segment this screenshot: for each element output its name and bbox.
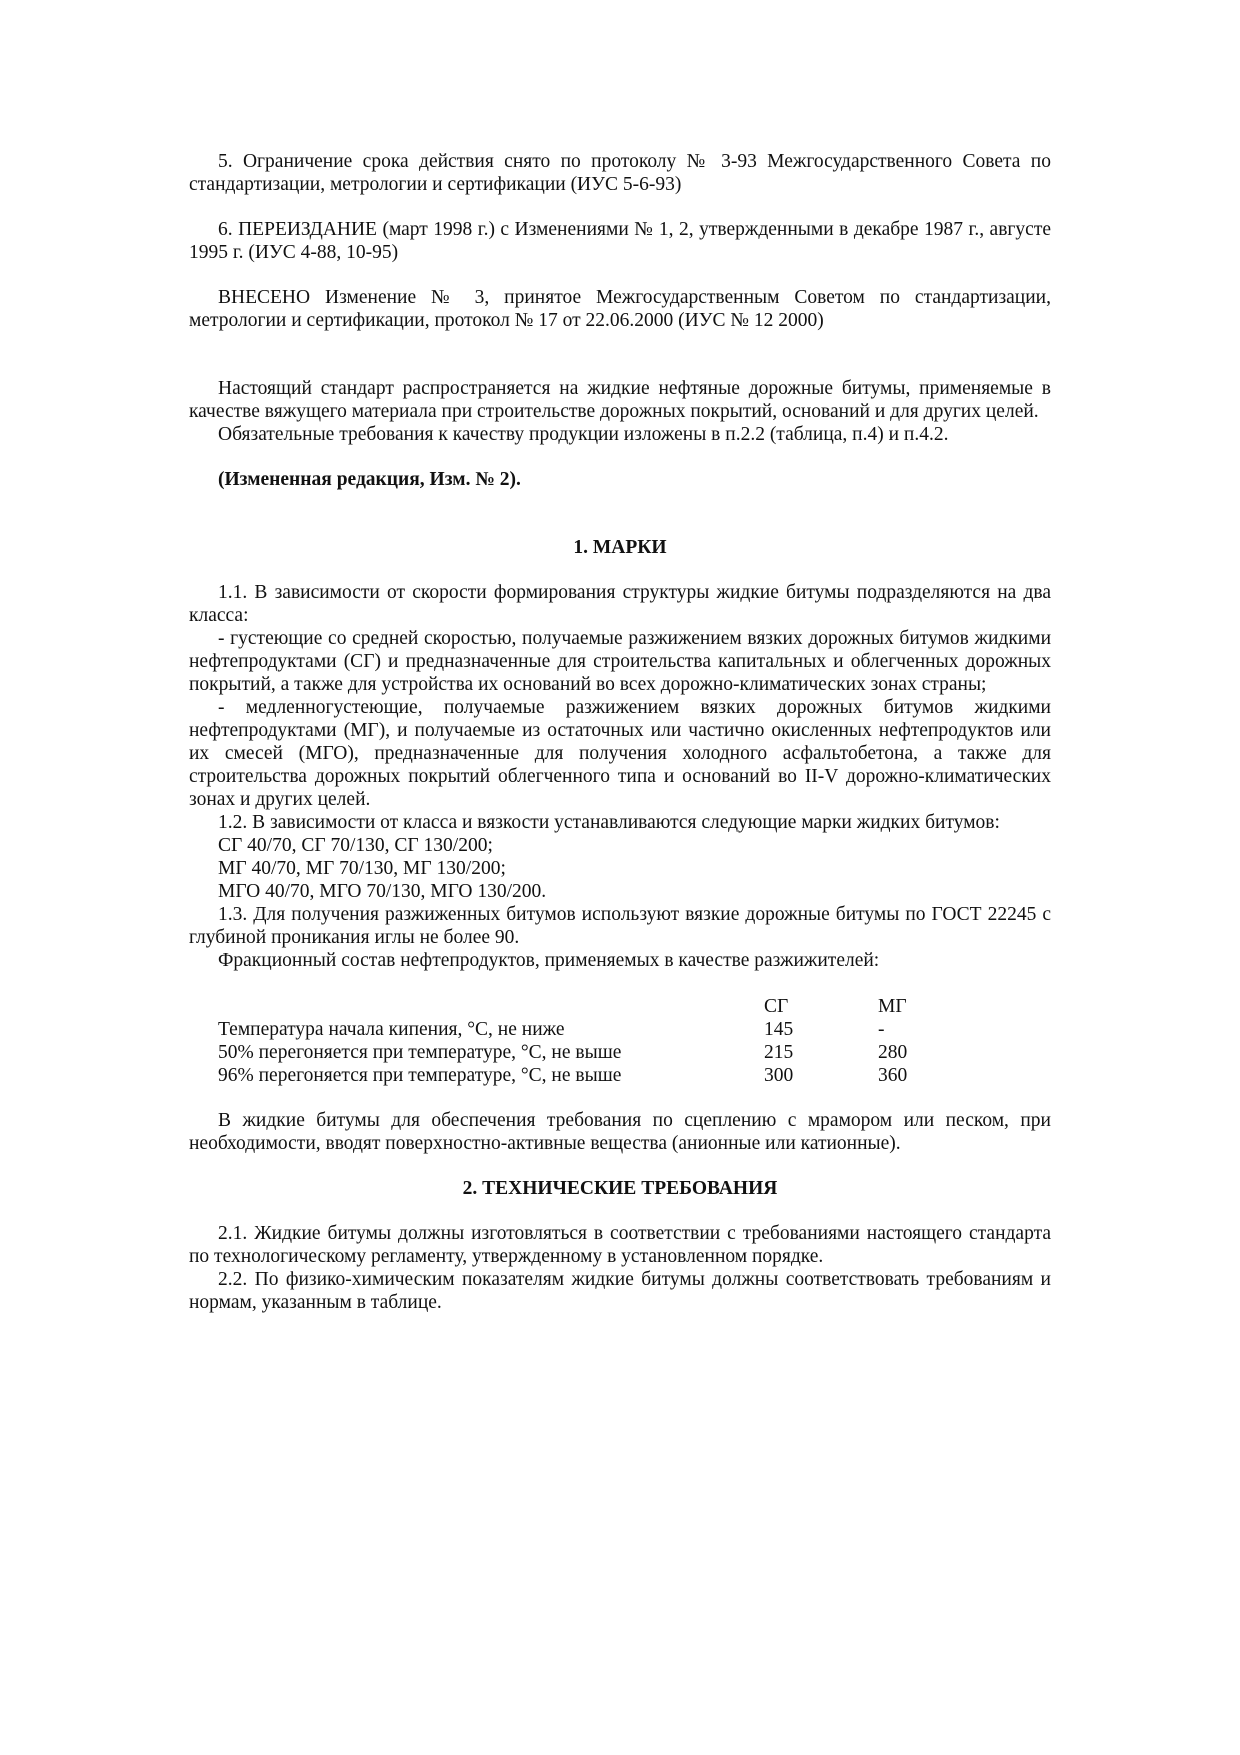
section-2-heading: 2. ТЕХНИЧЕСКИЕ ТРЕБОВАНИЯ <box>462 1178 778 1199</box>
paragraph-2-2: 2.2. По физико-химическим показателям жидкие битумы должны соответствовать требованиям и нормам, указанным в таблице. <box>189 1269 1051 1313</box>
paragraph-item-5: 5. Ограничение срока действия снято по протоколу № 3-93 Межгосударственного Совета по стандартизации, метрологии и сертификации (ИУС 5-6-93) <box>189 151 1051 195</box>
paragraph-fraction-intro: Фракционный состав нефтепродуктов, применяемых в качестве разжижителей: <box>218 950 880 971</box>
paragraph-1-1: 1.1. В зависимости от скорости формирования структуры жидкие битумы подразделяются на два класса: <box>189 582 1051 626</box>
table-row-mg: - <box>878 1019 885 1040</box>
table-row-mg: 280 <box>878 1042 908 1063</box>
paragraph-class-mg: - медленногустеющие, получаемые разжижением вязких дорожных битумов жидкими нефтепродуктами (МГ), и получаемые из остаточных или частично окисленных нефтепродуктов или их смесей (МГО), предназначенные для получения холодного асфальтобетона, а также для строительства дорожных покрытий облегченного типа и оснований во II-V дорожно-климатических зонах и других целей. <box>189 697 1051 810</box>
grades-sg: СГ 40/70, СГ 70/130, СГ 130/200; <box>218 835 493 856</box>
grades-mgo: МГО 40/70, МГО 70/130, МГО 130/200. <box>218 881 547 902</box>
paragraph-class-sg: - густеющие со средней скоростью, получаемые разжижением вязких дорожных битумов жидкими нефтепродуктами (СГ) и предназначенные для строительства капитальных и облегченных дорожных покрытий, а также для устройства их оснований во всех дорожно-климатических зонах страны; <box>189 628 1051 695</box>
table-row-label: 50% перегоняется при температуре, °С, не выше <box>218 1042 622 1063</box>
table-row <box>218 1064 978 1087</box>
table-row-sg: 300 <box>764 1065 794 1086</box>
grades-mg: МГ 40/70, МГ 70/130, МГ 130/200; <box>218 858 506 879</box>
section-1-heading: 1. МАРКИ <box>573 537 667 558</box>
document-page <box>189 150 1051 1314</box>
paragraph-item-6: 6. ПЕРЕИЗДАНИЕ (март 1998 г.) с Изменениями № 1, 2, утвержденными в декабре 1987 г., августе 1995 г. (ИУС 4-88, 10-95) <box>189 219 1051 263</box>
paragraph-2-1: 2.1. Жидкие битумы должны изготовляться в соответствии с требованиями настоящего стандарта по технологическому регламенту, утвержденному в установленном порядке. <box>189 1223 1051 1267</box>
table-row <box>218 1041 978 1064</box>
fraction-table-col-sg: СГ <box>764 996 789 1017</box>
paragraph-surfactants: В жидкие битумы для обеспечения требования по сцеплению с мрамором или песком, при необходимости, вводят поверхностно-активные вещества (анионные или катионные). <box>189 1110 1051 1154</box>
paragraph-1-2: 1.2. В зависимости от класса и вязкости устанавливаются следующие марки жидких битумов: <box>218 812 1000 833</box>
paragraph-edited-note: (Измененная редакция, Изм. № 2). <box>218 469 521 490</box>
paragraph-mandatory-requirements: Обязательные требования к качеству продукции изложены в п.2.2 (таблица, п.4) и п.4.2. <box>218 424 949 445</box>
paragraph-1-3: 1.3. Для получения разжиженных битумов используют вязкие дорожные битумы по ГОСТ 22245 с глубиной проникания иглы не более 90. <box>189 904 1051 948</box>
table-row-label: 96% перегоняется при температуре, °С, не выше <box>218 1065 622 1086</box>
fraction-table <box>218 995 978 1087</box>
paragraph-amendment-3: ВНЕСЕНО Изменение № 3, принятое Межгосударственным Советом по стандартизации, метрологии и сертификации, протокол № 17 от 22.06.2000 (ИУС № 12 2000) <box>189 287 1051 331</box>
fraction-table-col-mg: МГ <box>878 996 907 1017</box>
table-row-mg: 360 <box>878 1065 908 1086</box>
table-row-label: Температура начала кипения, °С, не ниже <box>218 1019 565 1040</box>
paragraph-scope: Настоящий стандарт распространяется на жидкие нефтяные дорожные битумы, применяемые в качестве вяжущего материала при строительстве дорожных покрытий, оснований и для других целей. <box>189 378 1051 422</box>
fraction-table-header <box>218 995 978 1018</box>
fraction-table-header-label <box>218 995 764 1018</box>
table-row <box>218 1018 978 1041</box>
table-row-sg: 215 <box>764 1042 794 1063</box>
table-row-sg: 145 <box>764 1019 794 1040</box>
